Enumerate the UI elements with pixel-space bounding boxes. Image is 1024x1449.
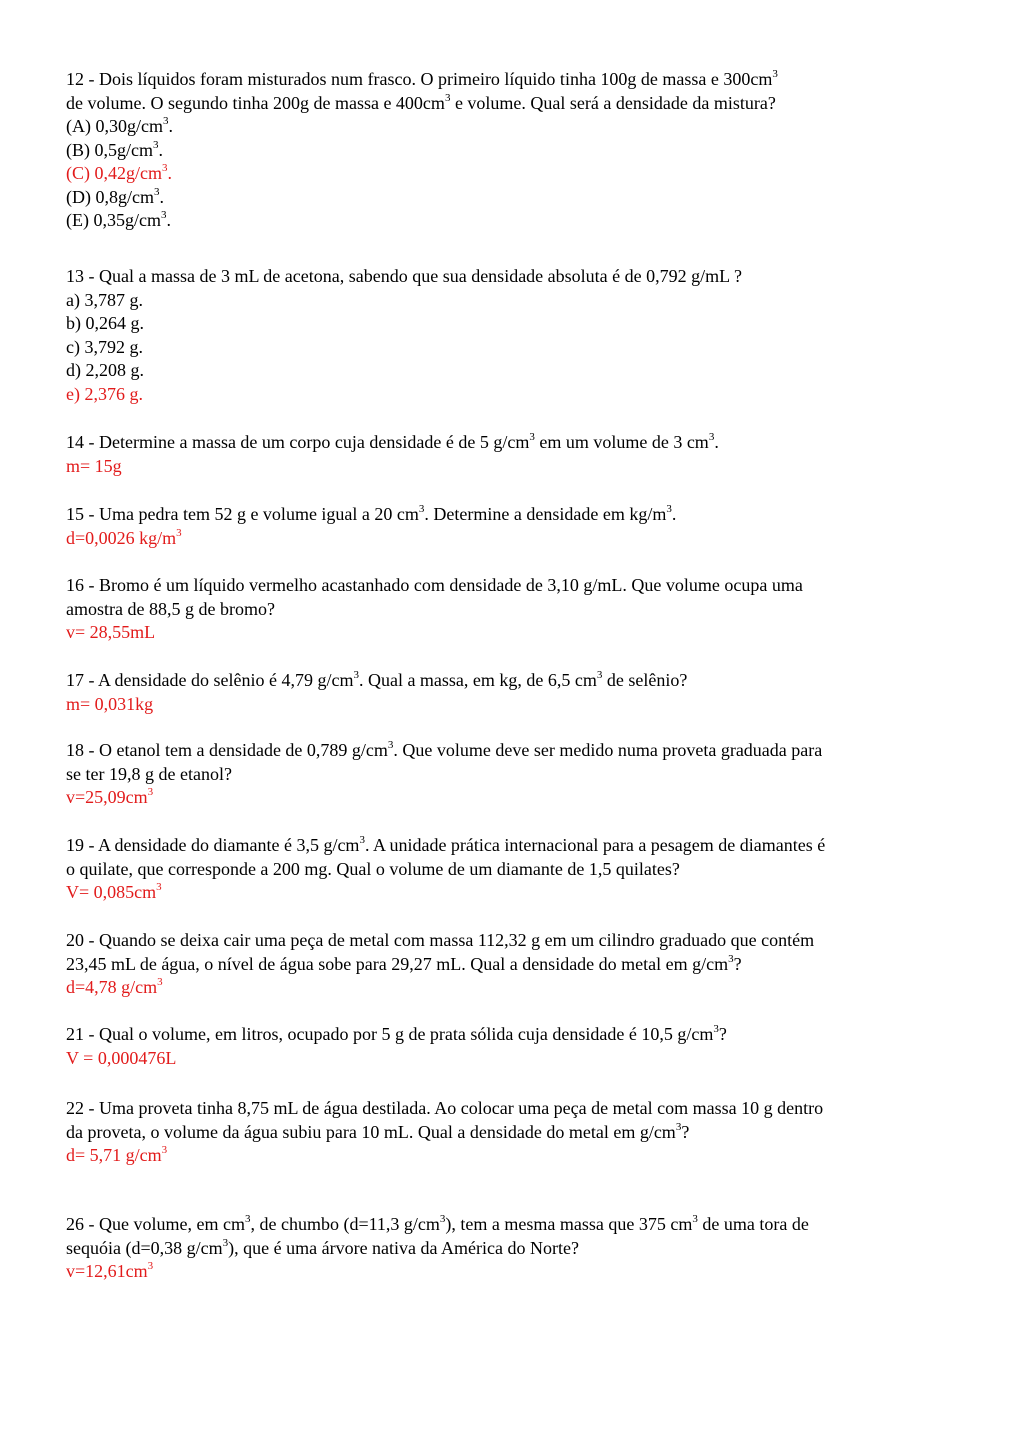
text-segment: (D) 0,8g/cm (66, 186, 154, 207)
text-segment: . (166, 210, 171, 230)
text-segment: 12 - Dois líquidos foram misturados num frasco. O primeiro líquido tinha 100g de massa e 300cm (66, 69, 773, 89)
superscript-exponent: 3 (156, 881, 162, 893)
text-segment: V= 0,085cm (66, 882, 157, 902)
superscript-exponent: 3 (244, 1213, 251, 1225)
question-13 (66, 265, 961, 406)
text-segment: da proveta, o volume da água subiu para 10 mL. Qual a densidade do metal em g/cm (66, 1121, 676, 1142)
question-12 (66, 68, 961, 233)
question-20-text-line-2 (66, 953, 961, 977)
superscript-exponent: 3 (162, 115, 169, 127)
answer-17: m= 0,031kg (66, 693, 154, 714)
superscript-exponent: 3 (387, 739, 394, 751)
option-c-correct-answer (66, 162, 961, 186)
superscript-exponent: 3 (147, 786, 154, 798)
text-segment: (B) 0,5g/cm (66, 139, 153, 160)
text-segment: (E) 0,35g/cm (66, 210, 161, 230)
text-segment: ), que é uma árvore nativa da América do Norte? (228, 1237, 579, 1258)
question-20 (66, 929, 961, 1000)
superscript-exponent: 3 (439, 1213, 446, 1225)
option-c: c) 3,792 g. (66, 336, 143, 357)
text-segment: . (159, 186, 164, 207)
question-15-text (66, 503, 961, 527)
answer-20 (66, 976, 961, 1000)
text-segment: , de chumbo (d=11,3 g/cm (250, 1214, 440, 1234)
text-segment: de uma tora de (697, 1214, 809, 1234)
text-segment: . (168, 116, 173, 136)
text-segment: v=25,09cm (66, 787, 148, 807)
superscript-exponent: 3 (444, 91, 451, 104)
question-16-text-line-1: 16 - Bromo é um líquido vermelho acastanhado com densidade de 3,10 g/mL. Que volume ocupa uma (66, 575, 803, 595)
superscript-exponent: 3 (596, 669, 603, 681)
question-26 (66, 1213, 961, 1284)
question-26-text-line-2 (66, 1237, 961, 1261)
superscript-exponent: 3 (162, 162, 168, 174)
option-b (66, 139, 961, 163)
text-segment: 26 - Que volume, em cm (66, 1214, 245, 1234)
option-a: a) 3,787 g. (66, 289, 143, 310)
question-21-text (66, 1023, 961, 1047)
superscript-exponent: 3 (176, 526, 182, 539)
answer-18 (66, 786, 961, 810)
text-segment: 19 - A densidade do diamante é 3,5 g/cm (66, 835, 360, 855)
text-segment: 23,45 mL de água, o nível de água sobe para 29,27 mL. Qual a densidade do metal em g/cm (66, 953, 729, 974)
question-14-text (66, 431, 961, 455)
question-17-text (66, 669, 961, 693)
option-d: d) 2,208 g. (66, 360, 144, 380)
text-segment: d=0,0026 kg/m (66, 527, 177, 548)
question-21 (66, 1023, 961, 1070)
text-segment: . A unidade prática internacional para a pesagem de diamantes é (364, 835, 826, 855)
option-e-correct-answer: e) 2,376 g. (66, 383, 143, 404)
superscript-exponent: 3 (147, 1260, 154, 1272)
text-segment: d= 5,71 g/cm (66, 1145, 162, 1165)
question-12-text-line-2 (66, 92, 961, 116)
text-segment: 21 - Qual o volume, em litros, ocupado por 5 g de prata sólida cuja densidade é 10,5 g/cm (66, 1024, 714, 1044)
answer-15 (66, 527, 961, 551)
question-26-text-line-1 (66, 1213, 961, 1237)
option-e (66, 209, 961, 233)
question-22-text-line-1: 22 - Uma proveta tinha 8,75 mL de água destilada. Ao colocar uma peça de metal com massa 10 g dentro (66, 1098, 824, 1118)
superscript-exponent: 3 (728, 952, 734, 965)
answer-19 (66, 881, 961, 905)
superscript-exponent: 3 (692, 1213, 698, 1225)
text-segment: . Determine a densidade em kg/m (424, 504, 667, 524)
text-segment: 14 - Determine a massa de um corpo cuja densidade é de 5 g/cm (66, 432, 530, 452)
question-18 (66, 739, 961, 810)
superscript-exponent: 3 (675, 1120, 682, 1133)
text-segment: d=4,78 g/cm (66, 977, 158, 997)
text-segment: de volume. O segundo tinha 200g de massa e 400cm (66, 92, 445, 113)
text-segment: . Que volume deve ser medido numa proveta graduada para (393, 740, 823, 760)
question-14 (66, 431, 961, 478)
superscript-exponent: 3 (359, 834, 365, 846)
text-segment: 18 - O etanol tem a densidade de 0,789 g/cm (66, 740, 388, 760)
superscript-exponent: 3 (529, 431, 535, 443)
text-segment: . (671, 504, 677, 524)
superscript-exponent: 3 (666, 503, 672, 515)
question-22 (66, 1097, 961, 1168)
text-segment: ? (718, 1024, 727, 1044)
text-segment: em um volume de 3 cm (534, 432, 709, 452)
text-segment: ? (733, 953, 742, 974)
question-19-text-line-1 (66, 834, 961, 858)
text-segment: e volume. Qual será a densidade da mistura? (450, 92, 776, 113)
superscript-exponent: 3 (353, 669, 359, 681)
superscript-exponent: 3 (161, 1144, 168, 1156)
superscript-exponent: 3 (708, 431, 715, 443)
text-segment: 17 - A densidade do selênio é 4,79 g/cm (66, 670, 354, 690)
option-b: b) 0,264 g. (66, 313, 144, 333)
question-19-text-line-2: o quilate, que corresponde a 200 mg. Qual o volume de um diamante de 1,5 quilates? (66, 858, 680, 879)
superscript-exponent: 3 (713, 1023, 719, 1035)
text-segment: sequóia (d=0,38 g/cm (66, 1237, 223, 1258)
question-16 (66, 574, 961, 645)
question-13-text: 13 - Qual a massa de 3 mL de acetona, sabendo que sua densidade absoluta é de 0,792 g/mL ? (66, 266, 742, 286)
question-18-text-line-1 (66, 739, 961, 763)
question-18-text-line-2: se ter 19,8 g de etanol? (66, 763, 232, 784)
text-segment: . Qual a massa, em kg, de 6,5 cm (358, 670, 597, 690)
answer-16: v= 28,55mL (66, 622, 156, 642)
superscript-exponent: 3 (153, 138, 159, 151)
answer-14: m= 15g (66, 455, 122, 476)
superscript-exponent: 3 (153, 185, 160, 198)
answer-22 (66, 1144, 961, 1168)
text-segment: (C) 0,42g/cm (66, 163, 162, 183)
text-segment: ), tem a mesma massa que 375 cm (445, 1214, 693, 1234)
text-segment: de selênio? (602, 670, 688, 690)
question-12-text-line-1 (66, 68, 961, 92)
answer-26 (66, 1260, 961, 1284)
text-segment: 15 - Uma pedra tem 52 g e volume igual a 20 cm (66, 504, 419, 524)
text-segment: (A) 0,30g/cm (66, 116, 163, 136)
question-17 (66, 669, 961, 716)
text-segment: ? (681, 1121, 690, 1142)
option-d (66, 186, 961, 210)
question-15 (66, 503, 961, 550)
text-segment: v=12,61cm (66, 1261, 148, 1281)
superscript-exponent: 3 (772, 68, 778, 80)
superscript-exponent: 3 (160, 209, 167, 221)
question-16-text-line-2: amostra de 88,5 g de bromo? (66, 598, 275, 619)
option-a (66, 115, 961, 139)
superscript-exponent: 3 (222, 1236, 229, 1249)
text-segment: . (714, 432, 719, 452)
superscript-exponent: 3 (157, 976, 163, 988)
question-20-text-line-1: 20 - Quando se deixa cair uma peça de metal com massa 112,32 g em um cilindro graduado que contém (66, 930, 815, 950)
answer-21: V = 0,000476L (66, 1047, 177, 1068)
superscript-exponent: 3 (418, 503, 425, 515)
text-segment: . (158, 139, 163, 160)
question-22-text-line-2 (66, 1121, 961, 1145)
question-19 (66, 834, 961, 905)
text-segment: . (167, 163, 172, 183)
